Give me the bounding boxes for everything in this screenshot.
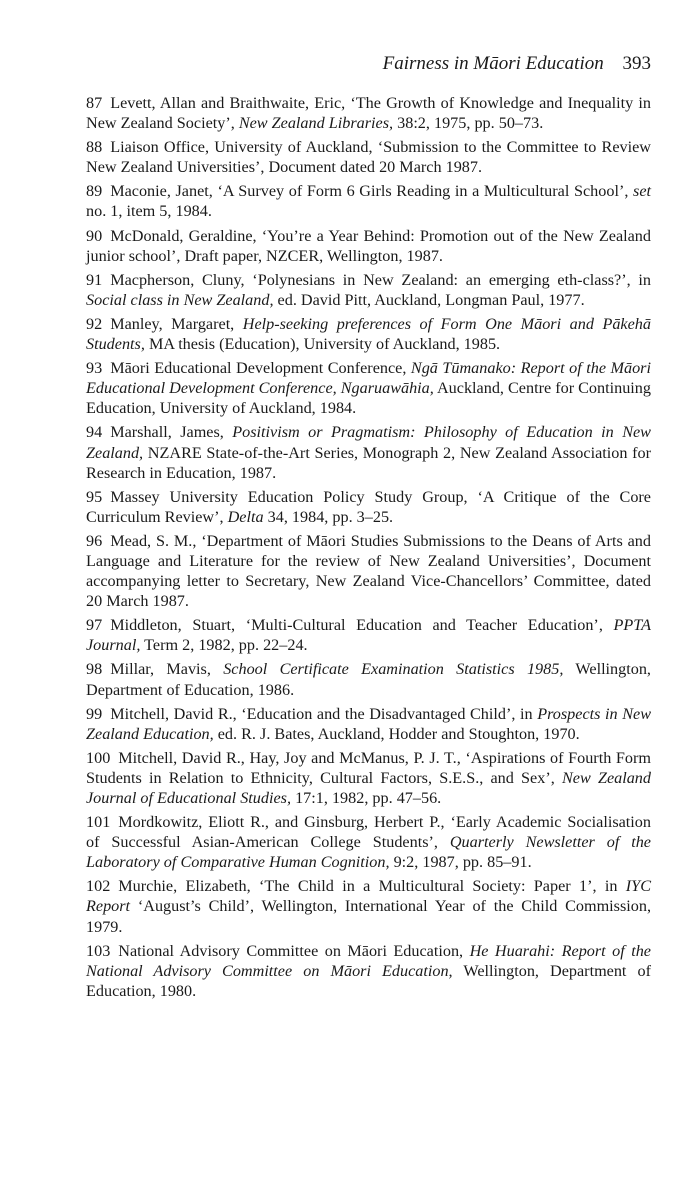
- reference-text: Auckland, Centre for Continuing Education, University of Auckland, 1984.: [86, 379, 651, 418]
- reference-text: 34, 1984, pp. 3–25.: [263, 507, 394, 526]
- reference-title-italic: Help-seeking preferences of Form One Māori and Pākehā Students,: [86, 314, 651, 354]
- running-header: [383, 53, 651, 75]
- reference-number: 88: [86, 138, 103, 157]
- reference-title-italic: Positivism or Pragmatism: Philosophy of Education in New Zealand,: [86, 423, 651, 462]
- reference-number: 103: [86, 941, 111, 960]
- reference-title-italic: New Zealand Libraries,: [238, 114, 394, 133]
- reference-entry: [86, 181, 651, 221]
- reference-entry: [86, 659, 651, 699]
- reference-entry: [86, 531, 651, 611]
- reference-number: 102: [86, 877, 111, 896]
- reference-text: 38:2, 1975, pp. 50–73.: [393, 114, 544, 133]
- reference-entry: [86, 812, 651, 872]
- reference-title-italic: PPTA Journal,: [86, 616, 651, 655]
- reference-text: NZARE State-of-the-Art Series, Monograph 2, New Zealand Association for Research in Education, 1987.: [86, 443, 651, 482]
- reference-number: 99: [86, 704, 103, 723]
- reference-number: 101: [86, 813, 111, 832]
- reference-entry: [86, 358, 651, 418]
- reference-entry: [86, 226, 651, 266]
- reference-text: Murchie, Elizabeth, ‘The Child in a Multicultural Society: Paper 1’, in: [118, 877, 626, 896]
- reference-text: Massey University Education Policy Study Group, ‘A Critique of the Core Curriculum Review’,: [86, 487, 651, 526]
- reference-text: 17:1, 1982, pp. 47–56.: [291, 789, 442, 807]
- running-title: Fairness in Māori Education: [382, 53, 604, 74]
- reference-text: Wellington, Department of Education, 1986.: [86, 660, 651, 699]
- reference-entry: [86, 270, 651, 310]
- reference-text: National Advisory Committee on Māori Education,: [118, 941, 470, 960]
- reference-number: 91: [86, 270, 103, 289]
- reference-title-italic: School Certificate Examination Statistics 1985,: [223, 660, 564, 679]
- reference-number: 98: [86, 660, 103, 679]
- reference-number: 97: [86, 616, 103, 635]
- reference-text: Mitchell, David R., Hay, Joy and McManus, P. J. T., ‘Aspirations of Fourth Form Students in Relation to Ethnicity, Cultural Factors, S.E.S., and Sex’,: [86, 748, 651, 787]
- reference-title-italic: IYC Report: [86, 877, 651, 916]
- reference-entry: [86, 876, 651, 936]
- reference-entry: [86, 487, 651, 527]
- reference-text: Macpherson, Cluny, ‘Polynesians in New Zealand: an emerging eth-class?’, in: [110, 270, 651, 289]
- reference-text: McDonald, Geraldine, ‘You’re a Year Behind: Promotion out of the New Zealand junior school’, Draft paper, NZCER, Wellington, 1987.: [86, 226, 651, 265]
- reference-text: ed. David Pitt, Auckland, Longman Paul, 1977.: [273, 290, 585, 309]
- reference-entry: [86, 941, 651, 1001]
- reference-text: Millar, Mavis,: [110, 660, 224, 679]
- reference-title-italic: Delta: [227, 507, 264, 526]
- reference-text: 9:2, 1987, pp. 85–91.: [389, 853, 532, 872]
- reference-text: Marshall, James,: [110, 423, 233, 442]
- reference-text: ed. R. J. Bates, Auckland, Hodder and Stoughton, 1970.: [213, 724, 580, 743]
- reference-title-italic: set: [633, 182, 651, 201]
- reference-title-italic: Ngā Tūmanako: Report of the Māori Educational Development Conference, Ngaruawāhia,: [86, 359, 651, 398]
- reference-text: Levett, Allan and Braithwaite, Eric, ‘The Growth of Knowledge and Inequality in New Zealand Society’,: [86, 94, 651, 133]
- reference-text: Mead, S. M., ‘Department of Māori Studies Submissions to the Deans of Arts and Language and Literature for the review of New Zealand Universities’, Document accompanying letter to Secretary, New Zealand Vice-Chancellors’ Committee, dated 20 March 1987.: [86, 531, 651, 611]
- reference-entry: [86, 704, 651, 744]
- reference-number: 96: [86, 531, 103, 550]
- reference-title-italic: Quarterly Newsletter of the Laboratory of Comparative Human Cognition,: [86, 833, 651, 872]
- reference-entry: [86, 615, 651, 655]
- reference-text: Māori Educational Development Conference,: [110, 359, 411, 378]
- page-number: 393: [622, 53, 651, 74]
- reference-text: Mordkowitz, Eliott R., and Ginsburg, Herbert P., ‘Early Academic Socialisation of Successful Asian-American College Students’,: [86, 813, 651, 852]
- reference-entry: [86, 748, 651, 808]
- reference-text: no. 1, item 5, 1984.: [86, 202, 212, 221]
- reference-title-italic: New Zealand Journal of Educational Studies,: [86, 768, 651, 807]
- reference-entry: [86, 137, 651, 177]
- reference-title-italic: Prospects in New Zealand Education,: [86, 704, 651, 743]
- reference-number: 87: [86, 94, 103, 112]
- reference-text: ‘August’s Child’, Wellington, International Year of the Child Commission, 1979.: [86, 897, 651, 936]
- reference-number: 94: [86, 423, 103, 442]
- reference-number: 90: [86, 226, 103, 245]
- reference-number: 89: [86, 182, 103, 201]
- reference-text: Maconie, Janet, ‘A Survey of Form 6 Girls Reading in a Multicultural School’,: [110, 182, 634, 201]
- reference-text: Middleton, Stuart, ‘Multi-Cultural Education and Teacher Education’,: [110, 616, 614, 635]
- reference-list: [86, 93, 651, 1005]
- reference-text: Manley, Margaret,: [110, 314, 243, 333]
- reference-text: Wellington, Department of Education, 1980.: [86, 961, 651, 1000]
- reference-number: 100: [86, 748, 111, 767]
- reference-number: 95: [86, 487, 103, 506]
- reference-text: Mitchell, David R., ‘Education and the Disadvantaged Child’, in: [110, 704, 538, 723]
- reference-text: Liaison Office, University of Auckland, ‘Submission to the Committee to Review New Zealand Universities’, Document dated 20 March 1987.: [86, 138, 651, 177]
- reference-entry: [86, 93, 651, 133]
- reference-entry: [86, 422, 651, 482]
- reference-title-italic: He Huarahi: Report of the National Advisory Committee on Māori Education,: [86, 941, 651, 980]
- reference-number: 93: [86, 359, 103, 378]
- reference-number: 92: [86, 314, 103, 333]
- reference-text: MA thesis (Education), University of Auckland, 1985.: [144, 335, 501, 354]
- reference-text: Term 2, 1982, pp. 22–24.: [140, 636, 308, 655]
- reference-entry: [86, 314, 651, 354]
- reference-title-italic: Social class in New Zealand,: [86, 290, 274, 309]
